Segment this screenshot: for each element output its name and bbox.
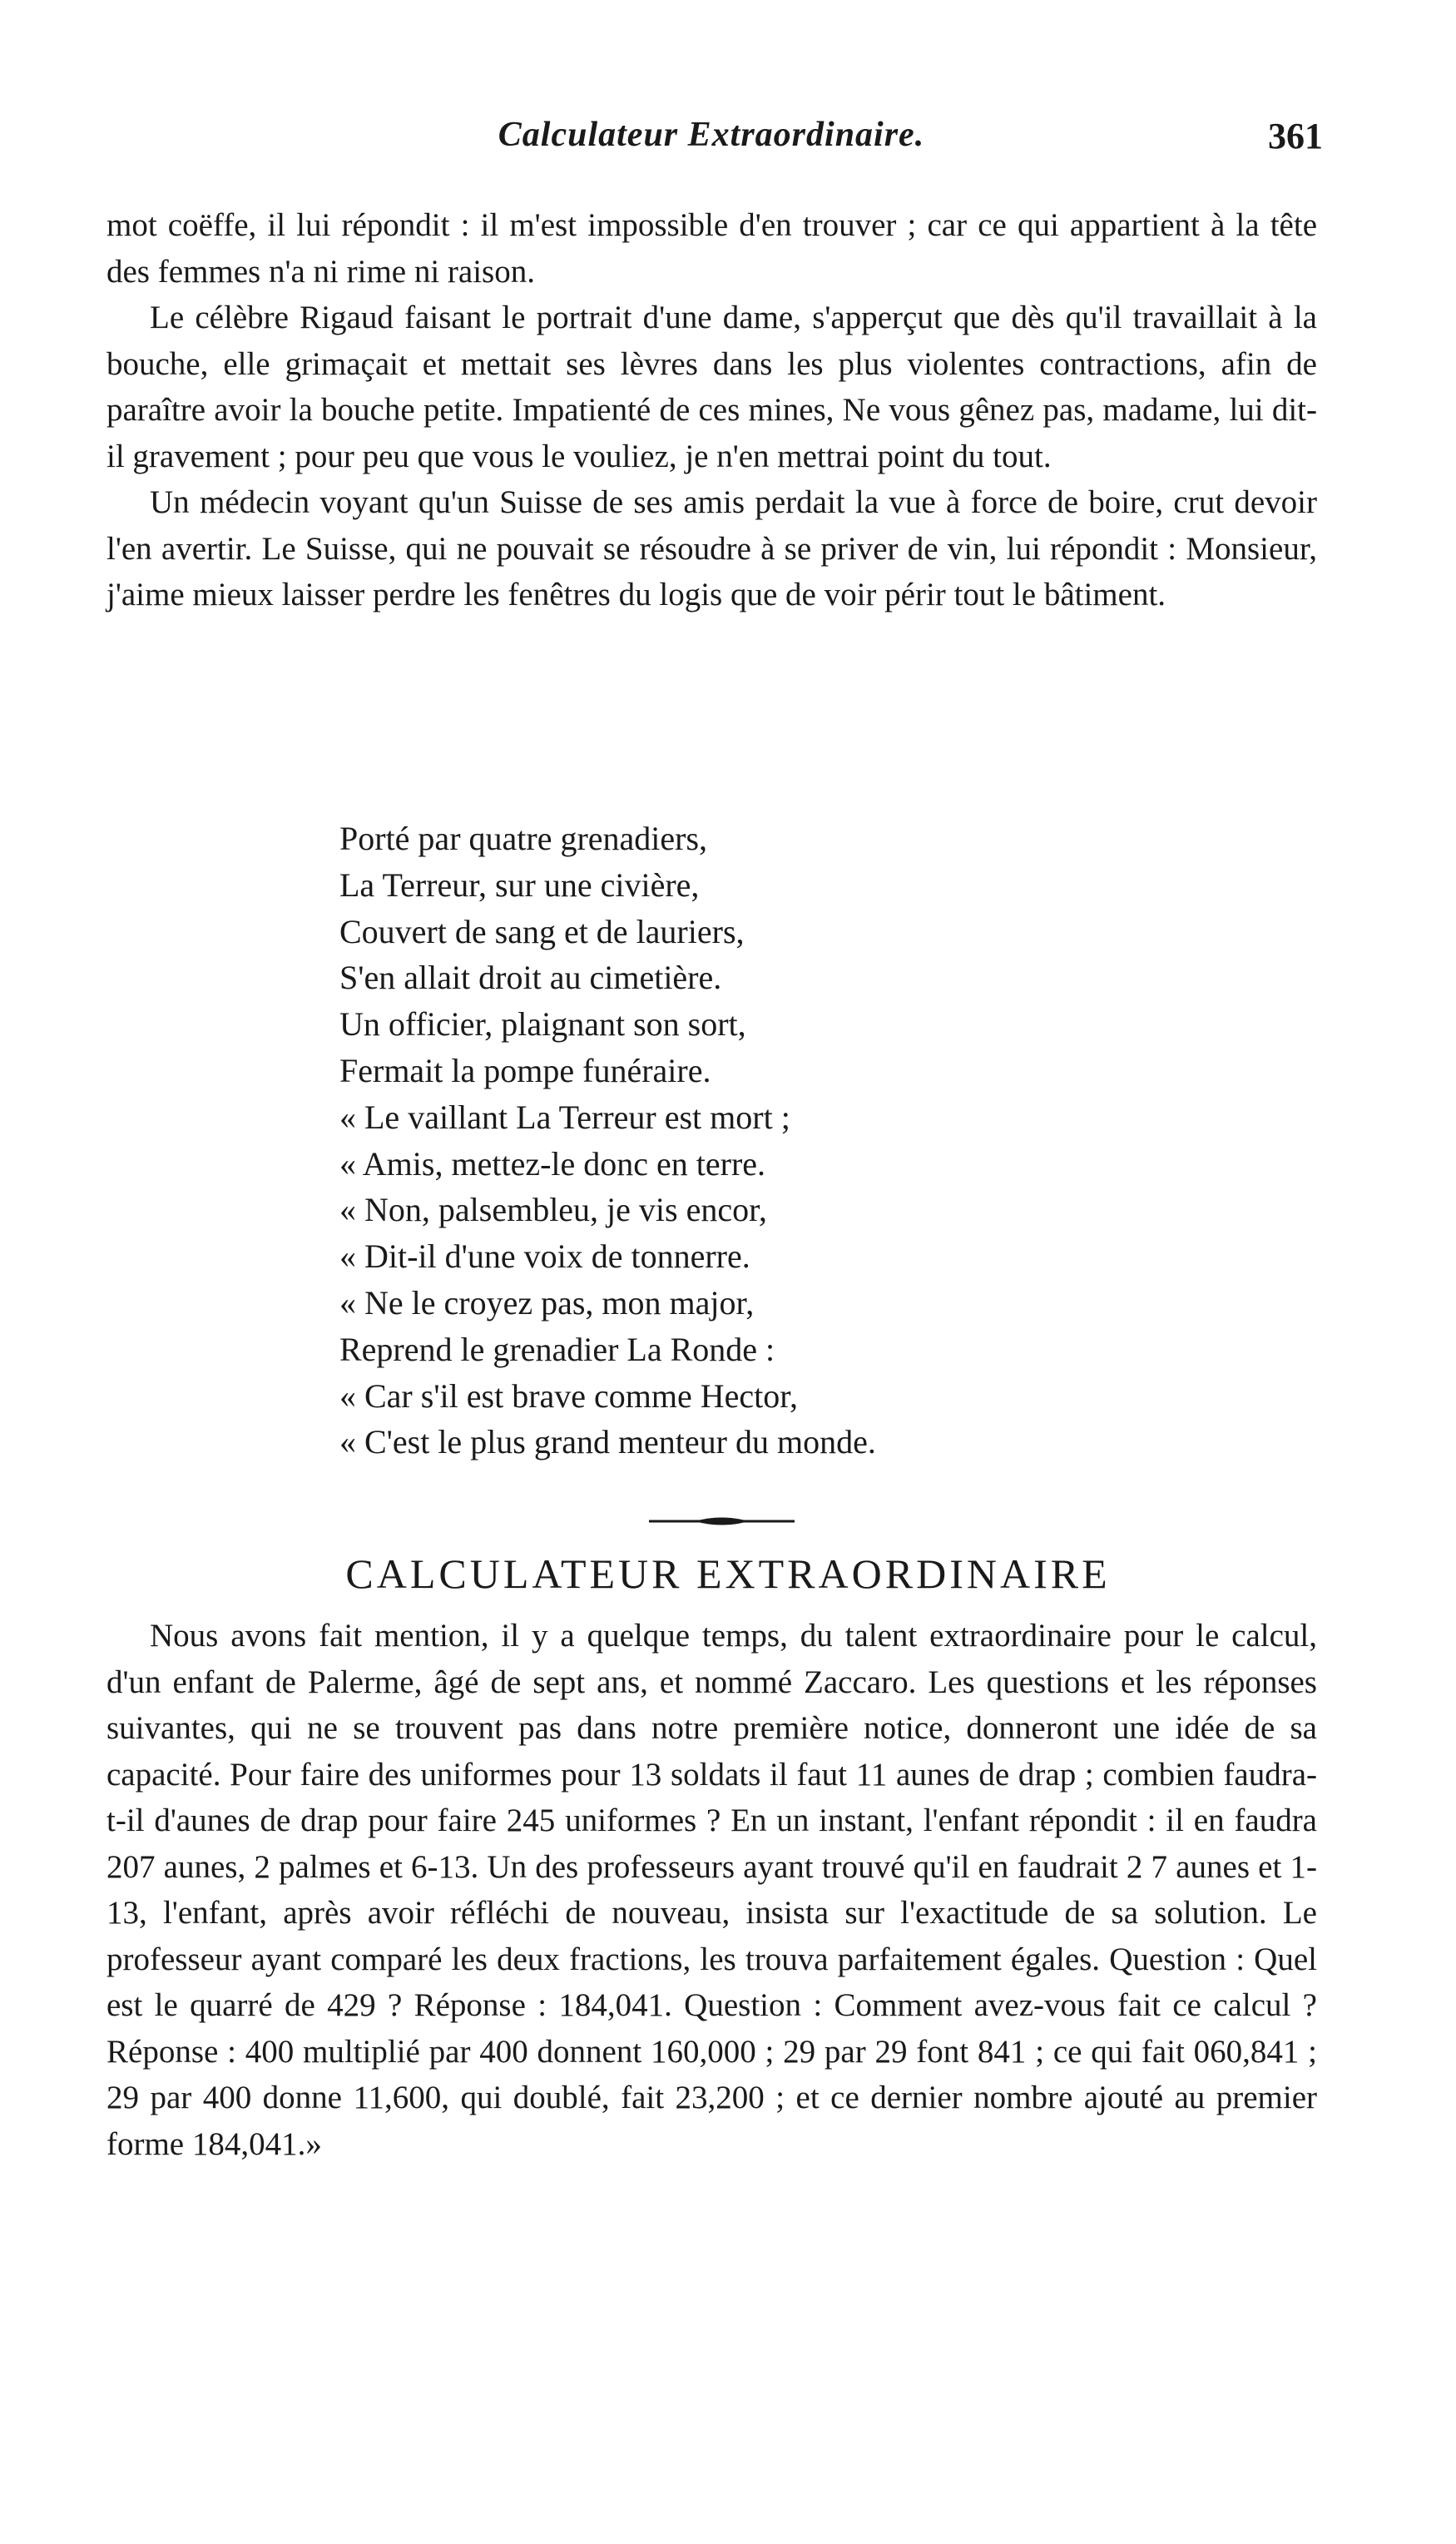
poem-line: « Car s'il est brave comme Hector, bbox=[339, 1376, 798, 1415]
poem-line: « Non, palsembleu, je vis encor, bbox=[339, 1191, 767, 1229]
poem-line: Couvert de sang et de lauriers, bbox=[339, 912, 745, 950]
poem-line: Porté par quatre grenadiers, bbox=[339, 820, 708, 857]
poem-line: « Le vaillant La Terreur est mort ; bbox=[339, 1098, 790, 1136]
paragraph-calculateur: Nous avons fait mention, il y a quelque temps, du talent extraordinaire pour le calcul, d'un enfant de Palerme, âgé de sept ans, et nommé Zaccaro. Les questions et les réponses suivantes, qui ne se trouvent pas dans notre première notice, donneront une idée de sa capacité. Pour faire des uniformes pour 13 soldats il faut 11 aunes de drap ; combien faudra-t-il d'aunes de drap pour faire 245 uniformes ? En un instant, l'enfant répondit : il en faudra 207 aunes, 2 palmes et 6-13. Un des professeurs ayant trouvé qu'il en faudrait 2 7 aunes et 1-13, l'enfant, après avoir réfléchi de nouveau, insista sur l'exactitude de sa solution. Le professeur ayant comparé les deux fractions, les trouva parfaitement égales. Question : Quel est le quarré de 429 ? Réponse : 184,041. Question : Comment avez-vous fait ce calcul ? Réponse : 400 multiplié par 400 donnent 160,000 ; 29 par 29 font 841 ; ce qui fait 060,841 ; 29 par 400 donne 11,600, qui doublé, fait 23,200 ; et ce dernier nombre ajouté au premier forme 184,041.» bbox=[106, 1618, 1317, 2162]
poem bbox=[339, 816, 876, 1465]
section-title: CALCULATEUR EXTRAORDINAIRE bbox=[345, 1550, 1111, 1597]
poem-line: « Amis, mettez-le donc en terre. bbox=[339, 1144, 766, 1183]
paragraph-suisse: Un médecin voyant qu'un Suisse de ses amis perdait la vue à force de boire, crut devoir l'en avertir. Le Suisse, qui ne pouvait se résoudre à se priver de vin, lui répondit : Monsieur, j'aime mieux laisser perdre les fenêtres du logis que de voir périr tout le bâtiment. bbox=[106, 484, 1317, 612]
poem-line: La Terreur, sur une civière, bbox=[339, 865, 700, 904]
anecdotes-text bbox=[106, 202, 1317, 618]
section-divider-ornament bbox=[649, 1513, 795, 1530]
poem-line: « C'est le plus grand menteur du monde. bbox=[339, 1423, 876, 1461]
poem-line: Un officier, plaignant son sort, bbox=[339, 1005, 746, 1044]
poem-line: « Dit-il d'une voix de tonnerre. bbox=[339, 1237, 750, 1276]
page-number: 361 bbox=[1268, 116, 1323, 156]
page-header bbox=[100, 115, 1323, 165]
poem-line: S'en allait droit au cimetière. bbox=[339, 959, 722, 997]
poem-line: « Ne le croyez pas, mon major, bbox=[339, 1283, 755, 1322]
paragraph-rigaud: Le célèbre Rigaud faisant le portrait d'une dame, s'apperçut que dès qu'il travaillait à la bouche, elle grimaçait et mettait ses lèvres dans les plus violentes contractions, afin de paraître avoir la bouche petite. Impatienté de ces mines, Ne vous gênez pas, madame, lui dit-il gravement ; pour peu que vous le vouliez, je n'en mettrai point du tout. bbox=[106, 300, 1317, 474]
poem-line: Fermait la pompe funéraire. bbox=[339, 1051, 711, 1089]
poem-line: Reprend le grenadier La Ronde : bbox=[339, 1330, 775, 1368]
calculateur-text bbox=[106, 1613, 1317, 2167]
running-title: Calculateur Extraordinaire. bbox=[498, 116, 925, 154]
paragraph-coeffe: mot coëffe, il lui répondit : il m'est impossible d'en trouver ; car ce qui appartient à la tête des femmes n'a ni rime ni raison. bbox=[106, 207, 1317, 290]
